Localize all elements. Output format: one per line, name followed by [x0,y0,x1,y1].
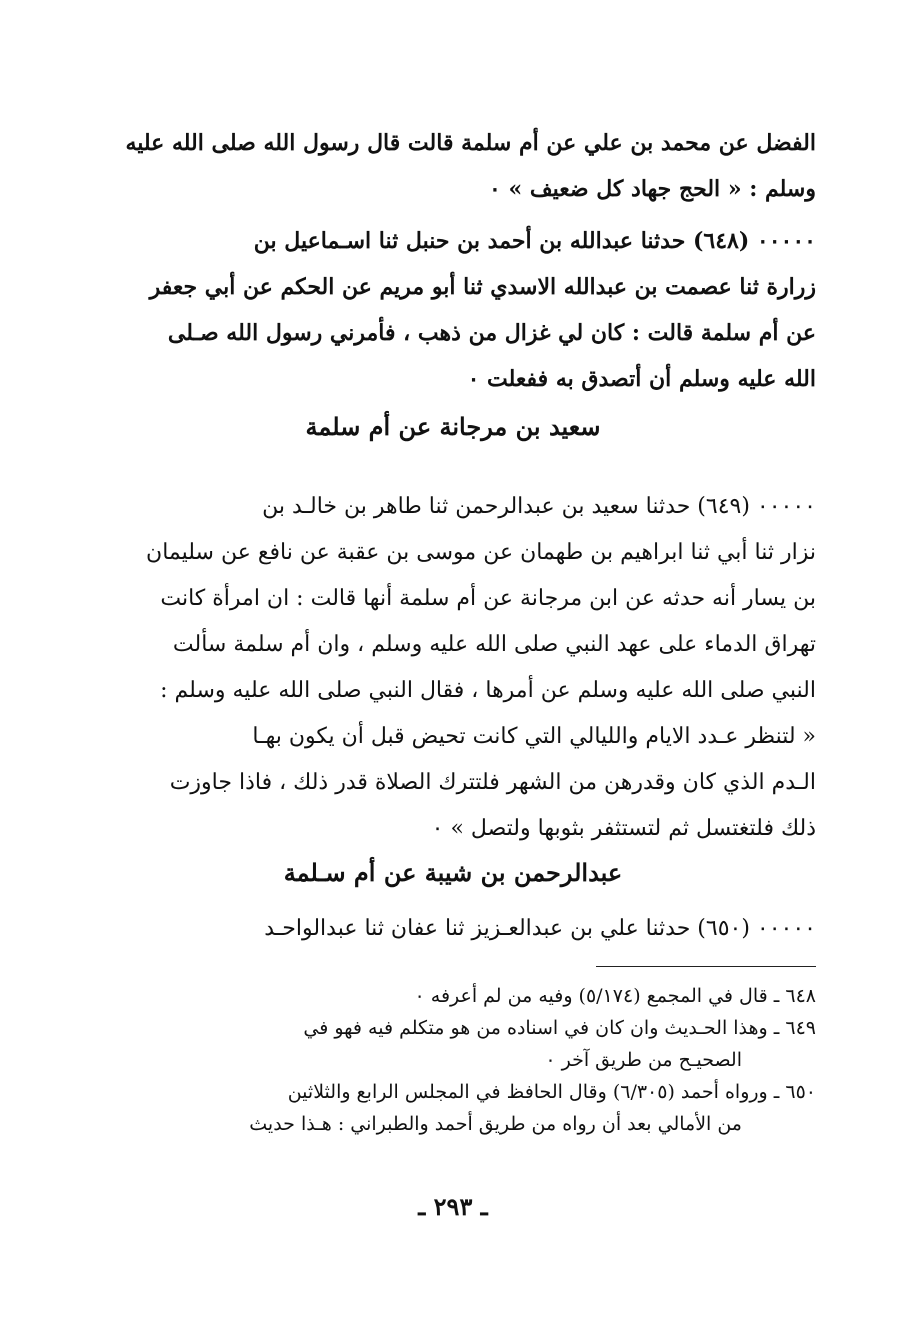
text-line: النبي صلى الله عليه وسلم عن أمرها ، فقال النبي صلى الله عليه وسلم : [160,678,816,703]
paragraph-2 [110,218,816,402]
footnote-650: ٦٥٠ ـ ورواه أحمد (٦/٣٠٥) وقال الحافظ في المجلس الرابع والثلاثين [287,1081,816,1103]
text-line: الـدم الذي كان وقدرهن من الشهر فلتترك الصلاة قدر ذلك ، فاذا جاوزت [169,770,816,795]
paragraph-1 [110,120,816,212]
text-line: « لتنظر عـدد الايام والليالي التي كانت تحيض قبل أن يكون بهـا [252,724,816,749]
footnote-649: ٦٤٩ ـ وهذا الحـديث وان كان في اسناده من هو متكلم فيه فهو في [303,1017,816,1039]
text-line: تهراق الدماء على عهد النبي صلى الله عليه وسلم ، وان أم سلمة سألت [172,632,816,657]
footnote-648: ٦٤٨ ـ قال في المجمع (٥/١٧٤) وفيه من لم أعرفه ٠ [414,985,816,1007]
text-line: ٠٠٠٠٠ (٦٤٩) حدثنا سعيد بن عبدالرحمن ثنا طاهر بن خالـد بن [262,494,816,519]
paragraph-3 [110,484,816,852]
page-number: ـ ٢٩٣ ـ [418,1192,488,1221]
text-line: بن يسار أنه حدثه عن ابن مرجانة عن أم سلمة أنها قالت : ان امرأة كانت [160,586,816,611]
footnote-650-cont: من الأمالي بعد أن رواه من طريق أحمد والطبراني : هـذا حديث [249,1113,742,1135]
text-line: ٠٠٠٠٠ (٦٥٠) حدثنا علي بن عبدالعـزيز ثنا عفان ثنا عبدالواحـد [264,916,816,941]
section-heading: سعيد بن مرجانة عن أم سلمة [305,412,601,441]
text-line: ٠٠٠٠٠ (٦٤٨) حدثنا عبدالله بن أحمد بن حنبل ثنا اسـماعيل بن [253,228,816,254]
text-line: نزار ثنا أبي ثنا ابراهيم بن طهمان عن موسى بن عقبة عن نافع عن سليمان [146,540,816,565]
text-line: الفضل عن محمد بن علي عن أم سلمة قالت قال رسول الله صلى الله عليه [125,130,816,156]
paragraph-4 [110,906,816,952]
footnotes [110,980,816,1140]
text-line: ذلك فلتغتسل ثم لتستثفر بثوبها ولتصل » ٠ [431,816,816,841]
text-line: عن أم سلمة قالت : كان لي غزال من ذهب ، فأمرني رسول الله صـلى [167,320,816,346]
text-line: زرارة ثنا عصمت بن عبدالله الاسدي ثنا أبو مريم عن الحكم عن أبي جعفر [149,274,816,300]
footnote-divider [596,966,816,967]
section-heading: عبدالرحمن بن شيبة عن أم سـلمة [283,858,623,887]
text-line: وسلم : « الحج جهاد كل ضعيف » ٠ [488,176,816,202]
text-line: الله عليه وسلم أن أتصدق به ففعلت ٠ [467,366,816,392]
footnote-649-cont: الصحيـح من طريق آخر ٠ [545,1049,742,1071]
